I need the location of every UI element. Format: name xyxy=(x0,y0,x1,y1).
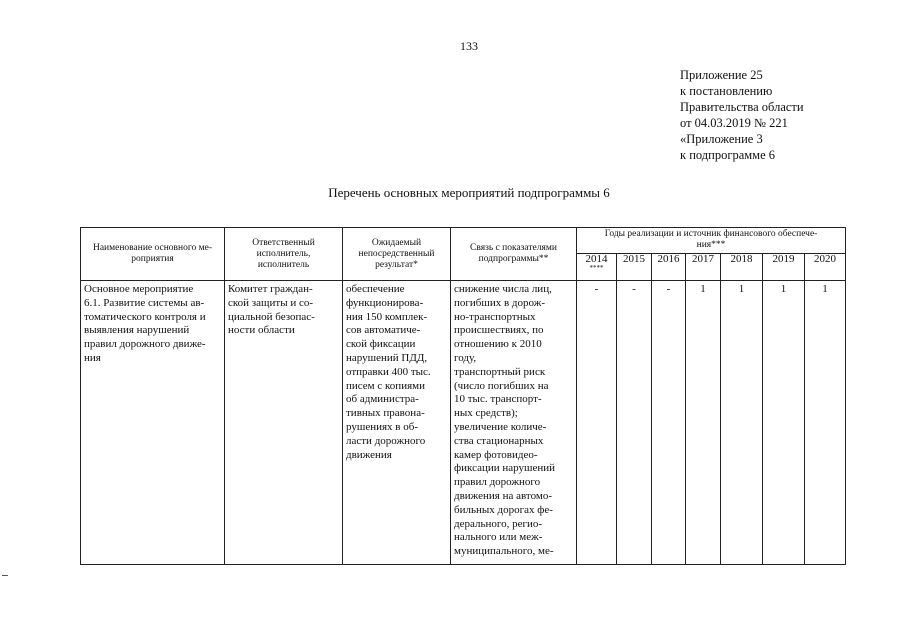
header-line: ния*** xyxy=(696,240,726,250)
year-header xyxy=(577,254,617,281)
cell-line: ства стационарных xyxy=(454,434,544,447)
cell-year-value: - xyxy=(652,281,686,565)
cell-line: об администра- xyxy=(346,393,419,406)
cell-line: обеспечение xyxy=(346,283,405,295)
header-name xyxy=(81,228,225,281)
header-line: роприятия xyxy=(131,254,174,264)
cell-expected-result xyxy=(343,281,451,565)
header-row xyxy=(81,228,846,254)
cell-line: нарушений ПДД, xyxy=(346,351,428,364)
appendix-note xyxy=(680,67,804,163)
year-footnote-mark: **** xyxy=(589,264,604,272)
cell-line: 6.1. Развитие системы ав- xyxy=(84,296,205,309)
header-years-group xyxy=(577,228,846,254)
year-header: 2019 xyxy=(763,254,805,281)
cell-indicator-link xyxy=(451,281,577,565)
cell-line: году, xyxy=(454,351,477,364)
cell-year-value: 1 xyxy=(805,281,846,565)
cell-line: правил дорожного движе- xyxy=(84,338,206,351)
cell-line: ской защиты и со- xyxy=(228,296,314,309)
cell-line: муниципального, ме- xyxy=(454,545,554,558)
cell-line: происшествиях, по xyxy=(454,324,544,337)
header-line: исполнитель xyxy=(257,259,310,270)
cell-line: ных средств); xyxy=(454,407,518,420)
header-line: Ответственный xyxy=(252,237,315,248)
cell-line: погибших в дорож- xyxy=(454,296,546,309)
header-link xyxy=(451,228,577,281)
table-row xyxy=(81,281,846,565)
cell-line: правил дорожного xyxy=(454,476,541,489)
year-header: 2020 xyxy=(805,254,846,281)
header-line: Годы реализации и источник финансового обеспече- xyxy=(604,229,818,239)
year-header: 2015 xyxy=(617,254,652,281)
appendix-line: Приложение 25 xyxy=(680,68,763,82)
cell-line: ности области xyxy=(228,324,295,337)
year-header: 2016 xyxy=(652,254,686,281)
cell-line: отношению к 2010 xyxy=(454,338,542,351)
appendix-line: Правительства области xyxy=(680,100,804,114)
cell-line: ласти дорожного xyxy=(346,434,426,447)
page-number: 133 xyxy=(460,39,478,53)
cell-year-value: - xyxy=(617,281,652,565)
cell-line: снижение числа лиц, xyxy=(454,283,552,295)
cell-line: транспортный риск xyxy=(454,365,546,378)
cell-line: выявления нарушений xyxy=(84,324,190,337)
cell-line: (число погибших на xyxy=(454,379,549,392)
year-header: 2017 xyxy=(686,254,721,281)
header-line: результат* xyxy=(375,259,418,270)
header-line: исполнитель, xyxy=(256,248,311,259)
cell-line: рушениях в об- xyxy=(346,420,418,433)
header-result xyxy=(343,228,451,281)
cell-line: фиксации нарушений xyxy=(454,462,556,475)
cell-executor xyxy=(225,281,343,565)
cell-line: движения на автомо- xyxy=(454,489,552,502)
measures-table xyxy=(80,227,846,565)
cell-line: Основное мероприятие xyxy=(84,283,194,295)
cell-line: томатического контроля и xyxy=(84,310,206,323)
appendix-line: от 04.03.2019 № 221 xyxy=(680,116,788,130)
cell-line: движения xyxy=(346,448,392,461)
appendix-line: к постановлению xyxy=(680,84,773,98)
header-line: непосредственный xyxy=(358,248,435,259)
cell-line: ния xyxy=(84,351,101,364)
scan-edge-mark xyxy=(2,575,8,576)
cell-line: нального или меж- xyxy=(454,531,543,544)
appendix-line: к подпрограмме 6 xyxy=(680,148,775,162)
document-title: Перечень основных мероприятий подпрограммы 6 xyxy=(328,185,610,200)
year-header: 2018 xyxy=(721,254,763,281)
header-line: Ожидаемый xyxy=(371,237,422,248)
cell-year-value: 1 xyxy=(721,281,763,565)
cell-line: Комитет граждан- xyxy=(228,283,313,295)
header-line: Наименование основного ме- xyxy=(92,243,213,253)
cell-line: дерального, регио- xyxy=(454,517,543,530)
cell-line: но-транспортных xyxy=(454,310,536,323)
cell-line: писем с копиями xyxy=(346,379,425,392)
cell-line: ской фиксации xyxy=(346,338,416,351)
cell-line: циальной безопас- xyxy=(228,310,315,323)
cell-measure-name xyxy=(81,281,225,565)
appendix-line: «Приложение 3 xyxy=(680,132,763,146)
cell-line: функционирова- xyxy=(346,296,424,309)
cell-line: ния 150 комплек- xyxy=(346,310,428,323)
year-label: 2014 xyxy=(585,253,608,265)
cell-year-value: 1 xyxy=(763,281,805,565)
header-executor xyxy=(225,228,343,281)
cell-line: увеличение количе- xyxy=(454,420,547,433)
cell-line: сов автоматиче- xyxy=(346,324,421,337)
cell-line: бильных дорогах фе- xyxy=(454,503,553,516)
header-line: Связь с показателями xyxy=(470,243,557,253)
cell-year-value: 1 xyxy=(686,281,721,565)
cell-line: камер фотовидео- xyxy=(454,448,538,461)
cell-line: отправки 400 тыс. xyxy=(346,365,431,378)
cell-line: 10 тыс. транспорт- xyxy=(454,393,542,406)
cell-line: тивных правона- xyxy=(346,407,425,420)
header-line: подпрограммы** xyxy=(478,254,549,264)
cell-year-value: - xyxy=(577,281,617,565)
